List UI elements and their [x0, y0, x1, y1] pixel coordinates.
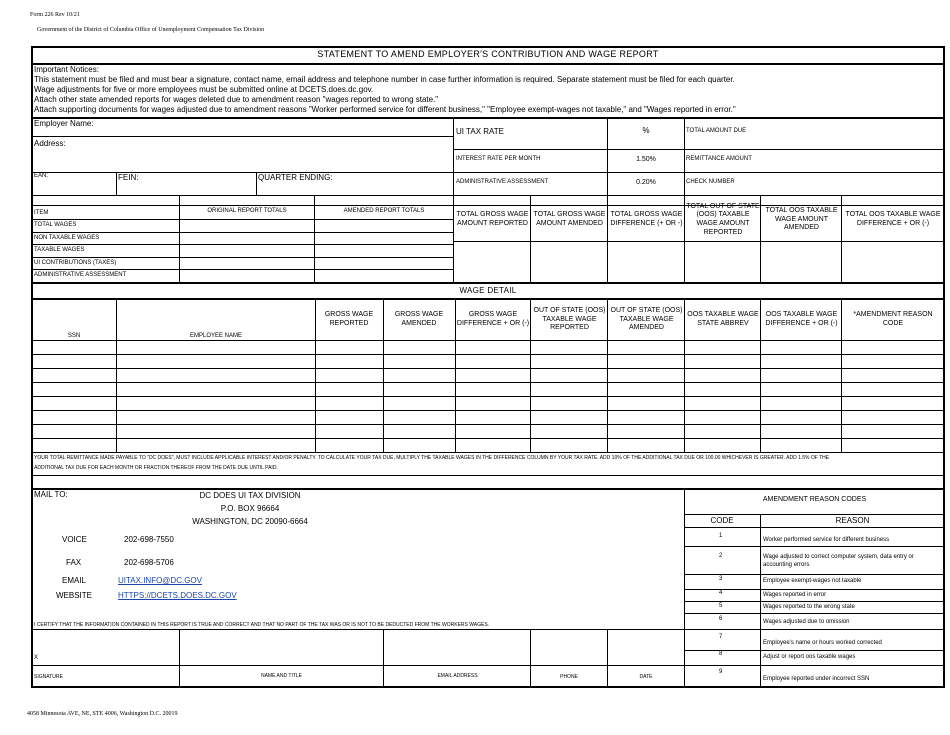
- col-gross-reported: GROSS WAGE REPORTED: [324, 311, 374, 327]
- amended-totals-header: AMENDED REPORT TOTALS: [343, 207, 425, 214]
- total-due-label: TOTAL AMOUNT DUE: [686, 128, 747, 134]
- employer-name-label: Employer Name:: [34, 119, 94, 128]
- col-reason-code: *AMENDMENT REASON CODE: [853, 311, 933, 327]
- notices-heading: Important Notices:: [34, 65, 99, 74]
- table-row[interactable]: [33, 439, 941, 452]
- admin-label: ADMINISTRATIVE ASSESSMENT: [456, 179, 549, 185]
- code-value: 4: [719, 590, 723, 596]
- col-oos-state-abbrev: OOS TAXABLE WAGE STATE ABBREV: [687, 311, 759, 327]
- table-row[interactable]: [33, 341, 941, 354]
- reason-text: Wages reported in error: [763, 592, 827, 598]
- table-row[interactable]: [33, 355, 941, 368]
- fein-label: FEIN:: [118, 173, 139, 182]
- col-oos-reported: OUT OF STATE (OOS) TAXABLE WAGE REPORTED: [533, 306, 606, 332]
- voice-label: VOICE: [62, 535, 87, 544]
- col-employee-name: EMPLOYEE NAME: [189, 332, 242, 339]
- name-title-field[interactable]: [181, 630, 382, 665]
- notice-line: This statement must be filed and must bear a signature, contact name, email address and telephone number in case further information is required. Separate statement must be filed for each quarter.: [34, 75, 735, 84]
- interest-label: INTEREST RATE PER MONTH: [456, 156, 541, 162]
- website-link[interactable]: HTTPS://DCETS.DOES.DC.GOV: [118, 591, 237, 600]
- notice-line: Attach other state amended reports for wages deleted due to amendment reason "wages reported to wrong state.": [34, 95, 439, 104]
- total-gross-reported-header: TOTAL GROSS WAGE AMOUNT REPORTED: [456, 211, 529, 227]
- mail-address-line: P.O. BOX 96664: [220, 503, 280, 513]
- total-oos-difference-header: TOTAL OOS TAXABLE WAGE DIFFERENCE + OR (-): [845, 211, 941, 227]
- certification-statement: I CERTIFY THAT THE INFORMATION CONTAINED IN THIS REPORT IS TRUE AND CORRECT AND THAT NO PART OF THE TAX WAS OR IS NOT TO BE DEDUCTED FROM THE WORKERS WAGES.: [34, 622, 490, 628]
- remittance-label: REMITTANCE AMOUNT: [686, 156, 752, 162]
- name-title-label: NAME AND TITLE: [260, 673, 303, 680]
- phone-label: PHONE: [560, 674, 578, 681]
- address-label: Address:: [34, 139, 66, 148]
- original-totals-header: ORIGINAL REPORT TOTALS: [207, 207, 287, 214]
- table-row[interactable]: [33, 425, 941, 438]
- phone-field[interactable]: [532, 630, 606, 665]
- reason-text: Wages reported to the wrong state: [763, 604, 855, 610]
- remittance-note-2: ADDITIONAL TAX DUE FOR EACH MONTH OR FRACTION THEREOF FROM THE DATE DUE UNTIL PAID.: [34, 465, 278, 471]
- mail-address-line: DC DOES UI TAX DIVISION: [199, 490, 301, 500]
- reason-text: Employee's name or hours worked corrected: [763, 640, 882, 646]
- form-title: STATEMENT TO AMEND EMPLOYER'S CONTRIBUTION AND WAGE REPORT: [317, 49, 659, 60]
- wage-detail-title: WAGE DETAIL: [459, 286, 517, 295]
- admin-value: 0.20%: [636, 178, 656, 186]
- reason-text: Employee exempt-wages not taxable: [763, 578, 862, 584]
- website-label: WEBSITE: [56, 591, 93, 600]
- notice-line: Attach supporting documents for wages adjusted due to amendment reasons "Worker performed service for different business," "Employee exempt-wages not taxable," and "Wages reported in error.": [34, 105, 736, 114]
- reason-text: Employee reported under incorrect SSN: [763, 676, 870, 682]
- ean-label: EAN:: [34, 173, 49, 179]
- table-row[interactable]: [33, 383, 941, 396]
- reason-text: Wages adjusted due to omission: [763, 619, 850, 625]
- col-ssn: SSN: [67, 332, 81, 339]
- date-label: DATE: [639, 674, 653, 681]
- signature-label: SIGNATURE: [34, 674, 63, 680]
- item-admin-assessment: ADMINISTRATIVE ASSESSMENT: [34, 272, 127, 278]
- item-ui-contributions: UI CONTRIBUTIONS (TAXES): [34, 260, 117, 266]
- reason-text: Worker performed service for different business: [763, 537, 890, 543]
- reason-header: REASON: [835, 516, 870, 525]
- form-id: Form 226 Rev 10/21: [30, 12, 80, 18]
- quarter-ending-label: QUARTER ENDING:: [258, 173, 333, 182]
- item-taxable-wages: TAXABLE WAGES: [34, 247, 85, 253]
- total-oos-amended-header: TOTAL OOS TAXABLE WAGE AMOUNT AMENDED: [765, 206, 838, 232]
- ean-field[interactable]: [50, 173, 114, 193]
- code-value: 2: [719, 553, 723, 559]
- date-field[interactable]: [609, 630, 683, 665]
- mail-address-line: WASHINGTON, DC 20090-6664: [192, 516, 308, 526]
- table-row[interactable]: [33, 411, 941, 424]
- code-value: 8: [719, 651, 723, 657]
- code-value: 3: [719, 576, 723, 582]
- total-gross-amended-header: TOTAL GROSS WAGE AMOUNT AMENDED: [533, 211, 606, 227]
- table-row[interactable]: [33, 397, 941, 410]
- code-value: 1: [719, 533, 723, 539]
- email-link[interactable]: UITAX.INFO@DC.GOV: [118, 576, 202, 585]
- reason-text: Adjust or report oos taxable wages: [763, 654, 856, 660]
- signature-x-mark: X: [34, 655, 39, 661]
- col-oos-amended: OUT OF STATE (OOS) TAXABLE WAGE AMENDED: [610, 306, 683, 332]
- code-value: 7: [719, 634, 723, 640]
- col-gross-amended: GROSS WAGE AMENDED: [394, 311, 444, 327]
- remittance-field[interactable]: [770, 151, 940, 171]
- code-value: 5: [719, 603, 723, 609]
- table-row[interactable]: [33, 369, 941, 382]
- item-total-wages: TOTAL WAGES: [34, 222, 77, 228]
- email-label: EMAIL: [62, 576, 87, 585]
- email-address-label: EMAIL ADDRESS: [437, 673, 478, 680]
- total-gross-difference-header: TOTAL GROSS WAGE DIFFERENCE (+ OR -): [610, 211, 683, 227]
- footer-address: 4058 Minnesota AVE, NE, STE 4006, Washington D.C. 20019: [27, 711, 178, 717]
- signature-field[interactable]: [33, 630, 178, 665]
- quarter-ending-field[interactable]: [340, 173, 450, 193]
- mail-to-label: MAIL TO:: [34, 490, 68, 499]
- total-oos-reported-header: TOTAL OUT OF STATE (OOS) TAXABLE WAGE AMOUNT REPORTED: [686, 202, 760, 236]
- col-gross-difference: GROSS WAGE DIFFERENCE + OR (-): [456, 311, 530, 327]
- check-number-label: CHECK NUMBER: [686, 179, 735, 185]
- total-due-field[interactable]: [770, 120, 940, 146]
- fax-label: FAX: [66, 558, 82, 567]
- code-value: 6: [719, 616, 723, 622]
- ui-tax-rate-label: UI TAX RATE: [456, 127, 505, 136]
- agency-name: Government of the District of Columbia Office of Unemployment Compensation Tax Division: [37, 27, 265, 33]
- col-oos-difference: OOS TAXABLE WAGE DIFFERENCE + OR (-): [765, 311, 838, 327]
- notice-line: Wage adjustments for five or more employees must be submitted online at DCETS.does.dc.gov.: [34, 85, 374, 94]
- code-value: 9: [719, 669, 723, 675]
- code-header: CODE: [710, 516, 734, 525]
- employer-name-field[interactable]: [100, 118, 450, 134]
- address-field[interactable]: [80, 137, 450, 170]
- check-number-field[interactable]: [760, 174, 940, 194]
- interest-value: 1.50%: [636, 155, 656, 163]
- reason-text: Wage adjusted to correct computer system, data entry or accounting errors: [763, 554, 914, 568]
- email-address-field[interactable]: [385, 630, 530, 665]
- item-non-taxable-wages: NON TAXABLE WAGES: [34, 235, 100, 241]
- fax-number: 202-698-5706: [124, 558, 174, 567]
- item-header: ITEM: [34, 210, 49, 216]
- remittance-note-1: YOUR TOTAL REMITTANCE MADE PAYABLE TO "DC DOES", MUST INCLUDE APPLICABLE INTEREST AND/OR PENALTY. TO CALCULATE YOUR TAX DUE, MULTIPLY THE TAXABLE WAGES IN THE DIFFERENCE COLUMN BY YOUR TAX RATE. ADD 10% OF THE ADDITIONAL TAX DUE OR 100.00 WHICHEVER IS GREATER. ADD 1.5% OF THE: [34, 455, 830, 461]
- amendment-codes-title: AMENDMENT REASON CODES: [762, 495, 867, 503]
- fein-field[interactable]: [145, 173, 253, 193]
- voice-number: 202-698-7550: [124, 535, 174, 544]
- ui-tax-rate-value[interactable]: %: [642, 126, 650, 135]
